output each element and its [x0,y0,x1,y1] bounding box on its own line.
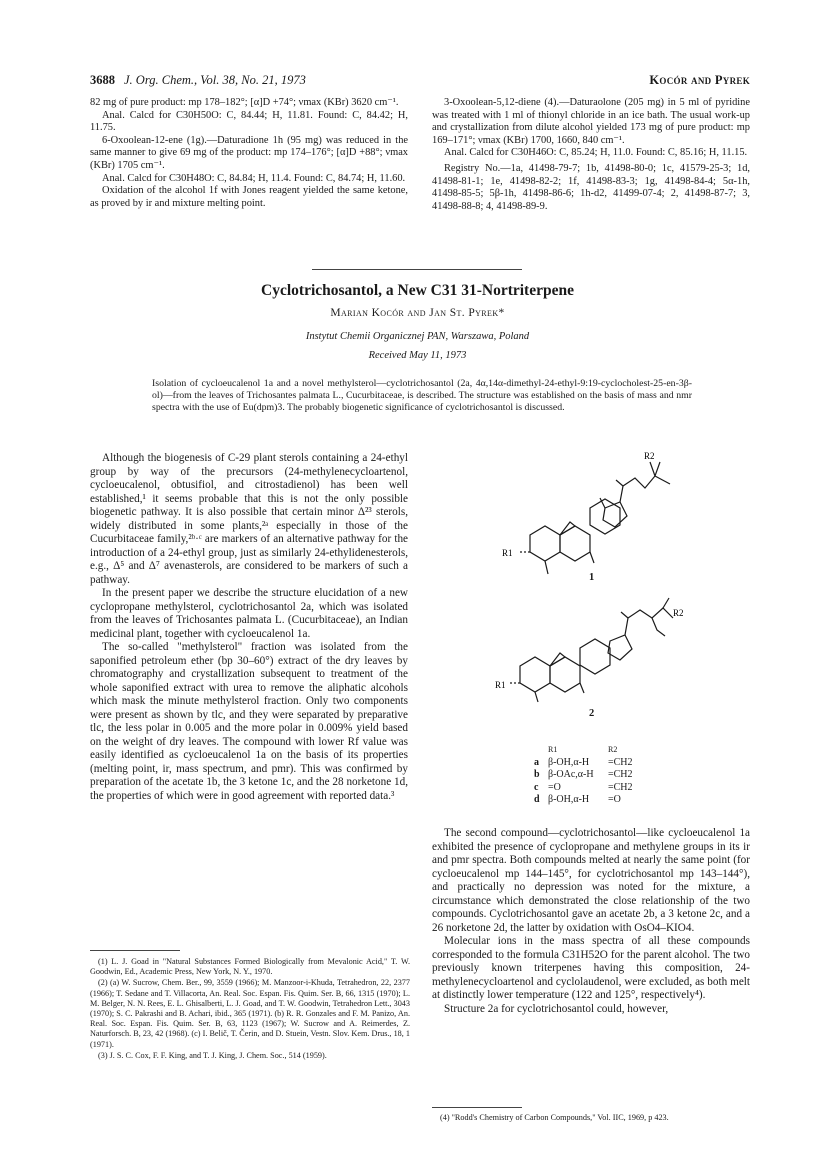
structure-2-drawing [495,596,695,706]
legend-header [534,744,684,757]
prev-para: Anal. Calcd for C30H46O: C, 85.24; H, 11.0. Found: C, 85.16; H, 11.15. [444,147,748,159]
legend-key: b [534,769,540,780]
footnote-divider [432,1107,522,1108]
received-date: Received May 11, 1973 [368,350,467,361]
body-paragraph: Although the biogenesis of C-29 plant sterols containing a 24-ethyl group by way of the precursors (24-methylenecycloartenol, cycloeucalenol, obtusifiol, and citrostadienol) has been well established,¹ it seems probable that this is not the only possible biogenetic pathway. It is also possible that certain minor Δ²³ sterols, widely distributed in some plants,²ᵃ especially in those of the Cucurbitaceae family,²ᵇ·ᶜ are markers of an alternative pathway for the introduction of a 24-ethyl group, just as similarly 24-ethylidenesterols, e.g., Δ⁵ and Δ⁷ avenasterols, are considered to be markers of such a pathway. [90,452,408,586]
substituent-legend [534,744,684,807]
footnotes-left [90,957,410,1062]
r1-label: R1 [502,548,513,558]
r1-label: R1 [495,680,506,690]
legend-r1: β-OH,α-H [548,756,590,768]
article-affiliation: Instytut Chemii Organicznej PAN, Warszawa, Poland [305,331,530,342]
structure-1-label: 1 [589,572,595,583]
prev-para: Anal. Calcd for C30H50O: C, 84.44; H, 11.81. Found: C, 84.42; H, 11.75. [90,109,408,134]
footnote-divider [90,950,180,951]
prev-article-left [90,97,408,210]
footnote: (4) "Rodd's Chemistry of Carbon Compounds," Vol. IIC, 1969, p 423. [440,1113,669,1122]
body-right-column [432,827,750,1016]
structure-1-drawing [500,450,690,585]
page-header [90,73,750,91]
legend-r2: =CH2 [608,769,633,780]
footnote: (3) J. S. C. Cox, F. F. King, and T. J. King, J. Chem. Soc., 514 (1959). [98,1050,327,1060]
prev-para: 3-Oxoolean-5,12-diene (4).—Daturaolone (205 mg) in 5 ml of pyridine was treated with 1 ml of thionyl chloride in an ice bath. The usual work-up and crystallization from dilute alcohol yielded 173 mg of pure product: mp 169–171°; νmax (KBr) 1700, 1660, 840 cm⁻¹. [432,97,750,146]
prev-para: Anal. Calcd for C30H48O: C, 84.84; H, 11.4. Found: C, 84.74; H, 11.60. [102,172,406,184]
body-paragraph: The second compound—cyclotrichosantol—like cycloeucalenol 1a exhibited the presence of cyclopropane and methylene groups in its ir and pmr spectra. Both compounds melted at nearly the same point (for cycloeucalenol mp 144–145°, for cyclotrichosantol mp 143–144°), and practically no depression was noted for the mixture, a circumstance which demonstrated the close relationship of the two compounds. Cyclotrichosantol gave an acetate 2b, a 3 ketone 2c, and a 26 norketone 2d, the latter by oxidation with OsO4–KIO4. [432,827,750,934]
prev-para: Oxidation of the alcohol 1f with Jones reagent yielded the same ketone, as proved by ir and mixture melting point. [90,185,408,209]
journal-citation: J. Org. Chem., Vol. 38, No. 21, 1973 [124,73,306,87]
body-paragraph: Molecular ions in the mass spectra of all these compounds corresponded to the formula C31H52O for the parent alcohol. The two previously known triterpenes having this composition, 24-methylenecycloartenol and cyclolaudenol, were excluded, as both melt at distinctly lower temperature (122 and 125°, respectively⁴). [432,935,750,1001]
abstract: Isolation of cycloeucalenol 1a and a novel methylsterol—cyclotrichosantol (2a, 4α,14α-dimethyl-24-ethyl-9:19-cyclocholest-25-en-3β-ol)—from the leaves of Trichosantes palmata L., Cucurbitaceae, is described. The structure was established on the basis of mass and nmr spectra with the use of Eu(dpm)3. The probably biogenetic significance of cyclotrichosantol is discussed. [152,378,692,413]
article-title: Cyclotrichosantol, a New C31 31-Nortriterpene [261,282,574,299]
legend-key: d [534,794,540,805]
footnote: (1) L. J. Goad in "Natural Substances Formed Biologically from Mevalonic Acid," T. W. Goodwin, Ed., Academic Press, New York, N. Y., 1970. [90,957,410,977]
r2-label: R2 [673,608,684,618]
prev-article-right [432,97,750,213]
body-paragraph: Structure 2a for cyclotrichosantol could, however, [444,1002,669,1015]
r2-label: R2 [644,451,655,461]
footnote: (2) (a) W. Sucrow, Chem. Ber., 99, 3559 (1966); M. Manzoor-i-Khuda, Tetrahedron, 22, 2377 (1966); T. Sedane and T. Villacorta, An. Real. Soc. Espan. Fis. Quim. Ser. B, 66, 1315 (1970); L. M. Belger, N. N. Rees, E. L. Ghisalberti, L. J. Goad, and T. W. Goodwin, Tetrahedron Lett., 3043 (1970); S. C. Pakrashi and B. Achari, ibid., 365 (1971). (b) R. R. Gonzales and F. M. Panizo, An. Real. Soc. Espan. Fis. Quim. Ser. B, 63, 1123 (1967); W. Sucrow and A. Reimerdes, Z. Naturforsch. B, 23, 42 (1968). (c) I. Belič, T. Čerin, and D. Stuein, Vestn. Slov. Kem. Drus., 18, 1 (1971). [90,978,410,1049]
footnotes-right [432,1113,752,1122]
legend-header-r2: R2 [608,745,618,754]
legend-key: a [534,756,539,768]
legend-r1: β-OH,α-H [548,794,590,805]
legend-key: c [534,781,539,793]
legend-r1: =O [548,781,561,793]
prev-para: 6-Oxoolean-12-ene (1g).—Daturadione 1h (95 mg) was reduced in the same manner to give 69 mg of the product: mp 174–176°; [α]D +88°; νmax (KBr) 1705 cm⁻¹. [90,134,408,171]
registry-numbers: Registry No.—1a, 41498-79-7; 1b, 41498-80-0; 1c, 41579-25-3; 1d, 41498-81-1; 1e, 41498-82-2; 1f, 41498-83-3; 1g, 41498-84-4; 5α-1h, 41498-85-5; 5β-1h, 41498-86-6; 1h-d2, 41499-07-4; 2, 41498-87-7; 3, 41498-88-8; 4, 41498-89-9. [432,162,750,212]
legend-r2: =CH2 [608,756,633,768]
section-divider [312,269,522,270]
legend-r2: =CH2 [608,781,633,793]
legend-r2: =O [608,794,621,805]
legend-row [534,757,684,770]
prev-para: 82 mg of pure product: mp 178–182°; [α]D +74°; νmax (KBr) 3620 cm⁻¹. [90,97,399,108]
body-paragraph: In the present paper we describe the structure elucidation of a new cyclopropane methylsterol, cyclotrichosantol 2a, which was isolated from the leaves of Trichosantes palmata L. (Cucurbitaceae), an Indian medicinal plant, together with cycloeucalenol 1a. [90,587,408,640]
legend-row [534,769,684,782]
legend-row [534,794,684,807]
legend-r1: β-OAc,α-H [548,769,594,780]
page-number: 3688 [90,73,115,87]
article-authors: Marian Kocór and Jan St. Pyrek* [330,307,505,319]
body-paragraph: The so-called "methylsterol" fraction was isolated from the saponified petroleum ether (bp 30–60°) extract of the dry leaves by chromatography and crystallization subsequent to treatment of the whole saponified extract with urea to remove the aliphatic alcohols which mask the minute methylsterol fraction. Only two components were present as shown by tlc, and they were separated by preparative tlc, the less polar in 0.005 and the more polar in 0.009% yield based on the weight of dry leaves. The compound with lower Rf value was easily identified as cycloeucalenol 1a on the basis of its properties (melting point, ir, mass spectrum, and pmr). This was confirmed by preparation of the acetate 1b, the 3 ketone 1c, and the 28 norketone 1d, the properties of which were in good agreement with reported data.³ [90,641,408,802]
legend-header-r1: R1 [548,745,558,754]
legend-row [534,782,684,795]
running-authors: Kocór and Pyrek [649,73,750,87]
structure-2-label: 2 [589,708,595,719]
body-left-column [90,452,408,803]
